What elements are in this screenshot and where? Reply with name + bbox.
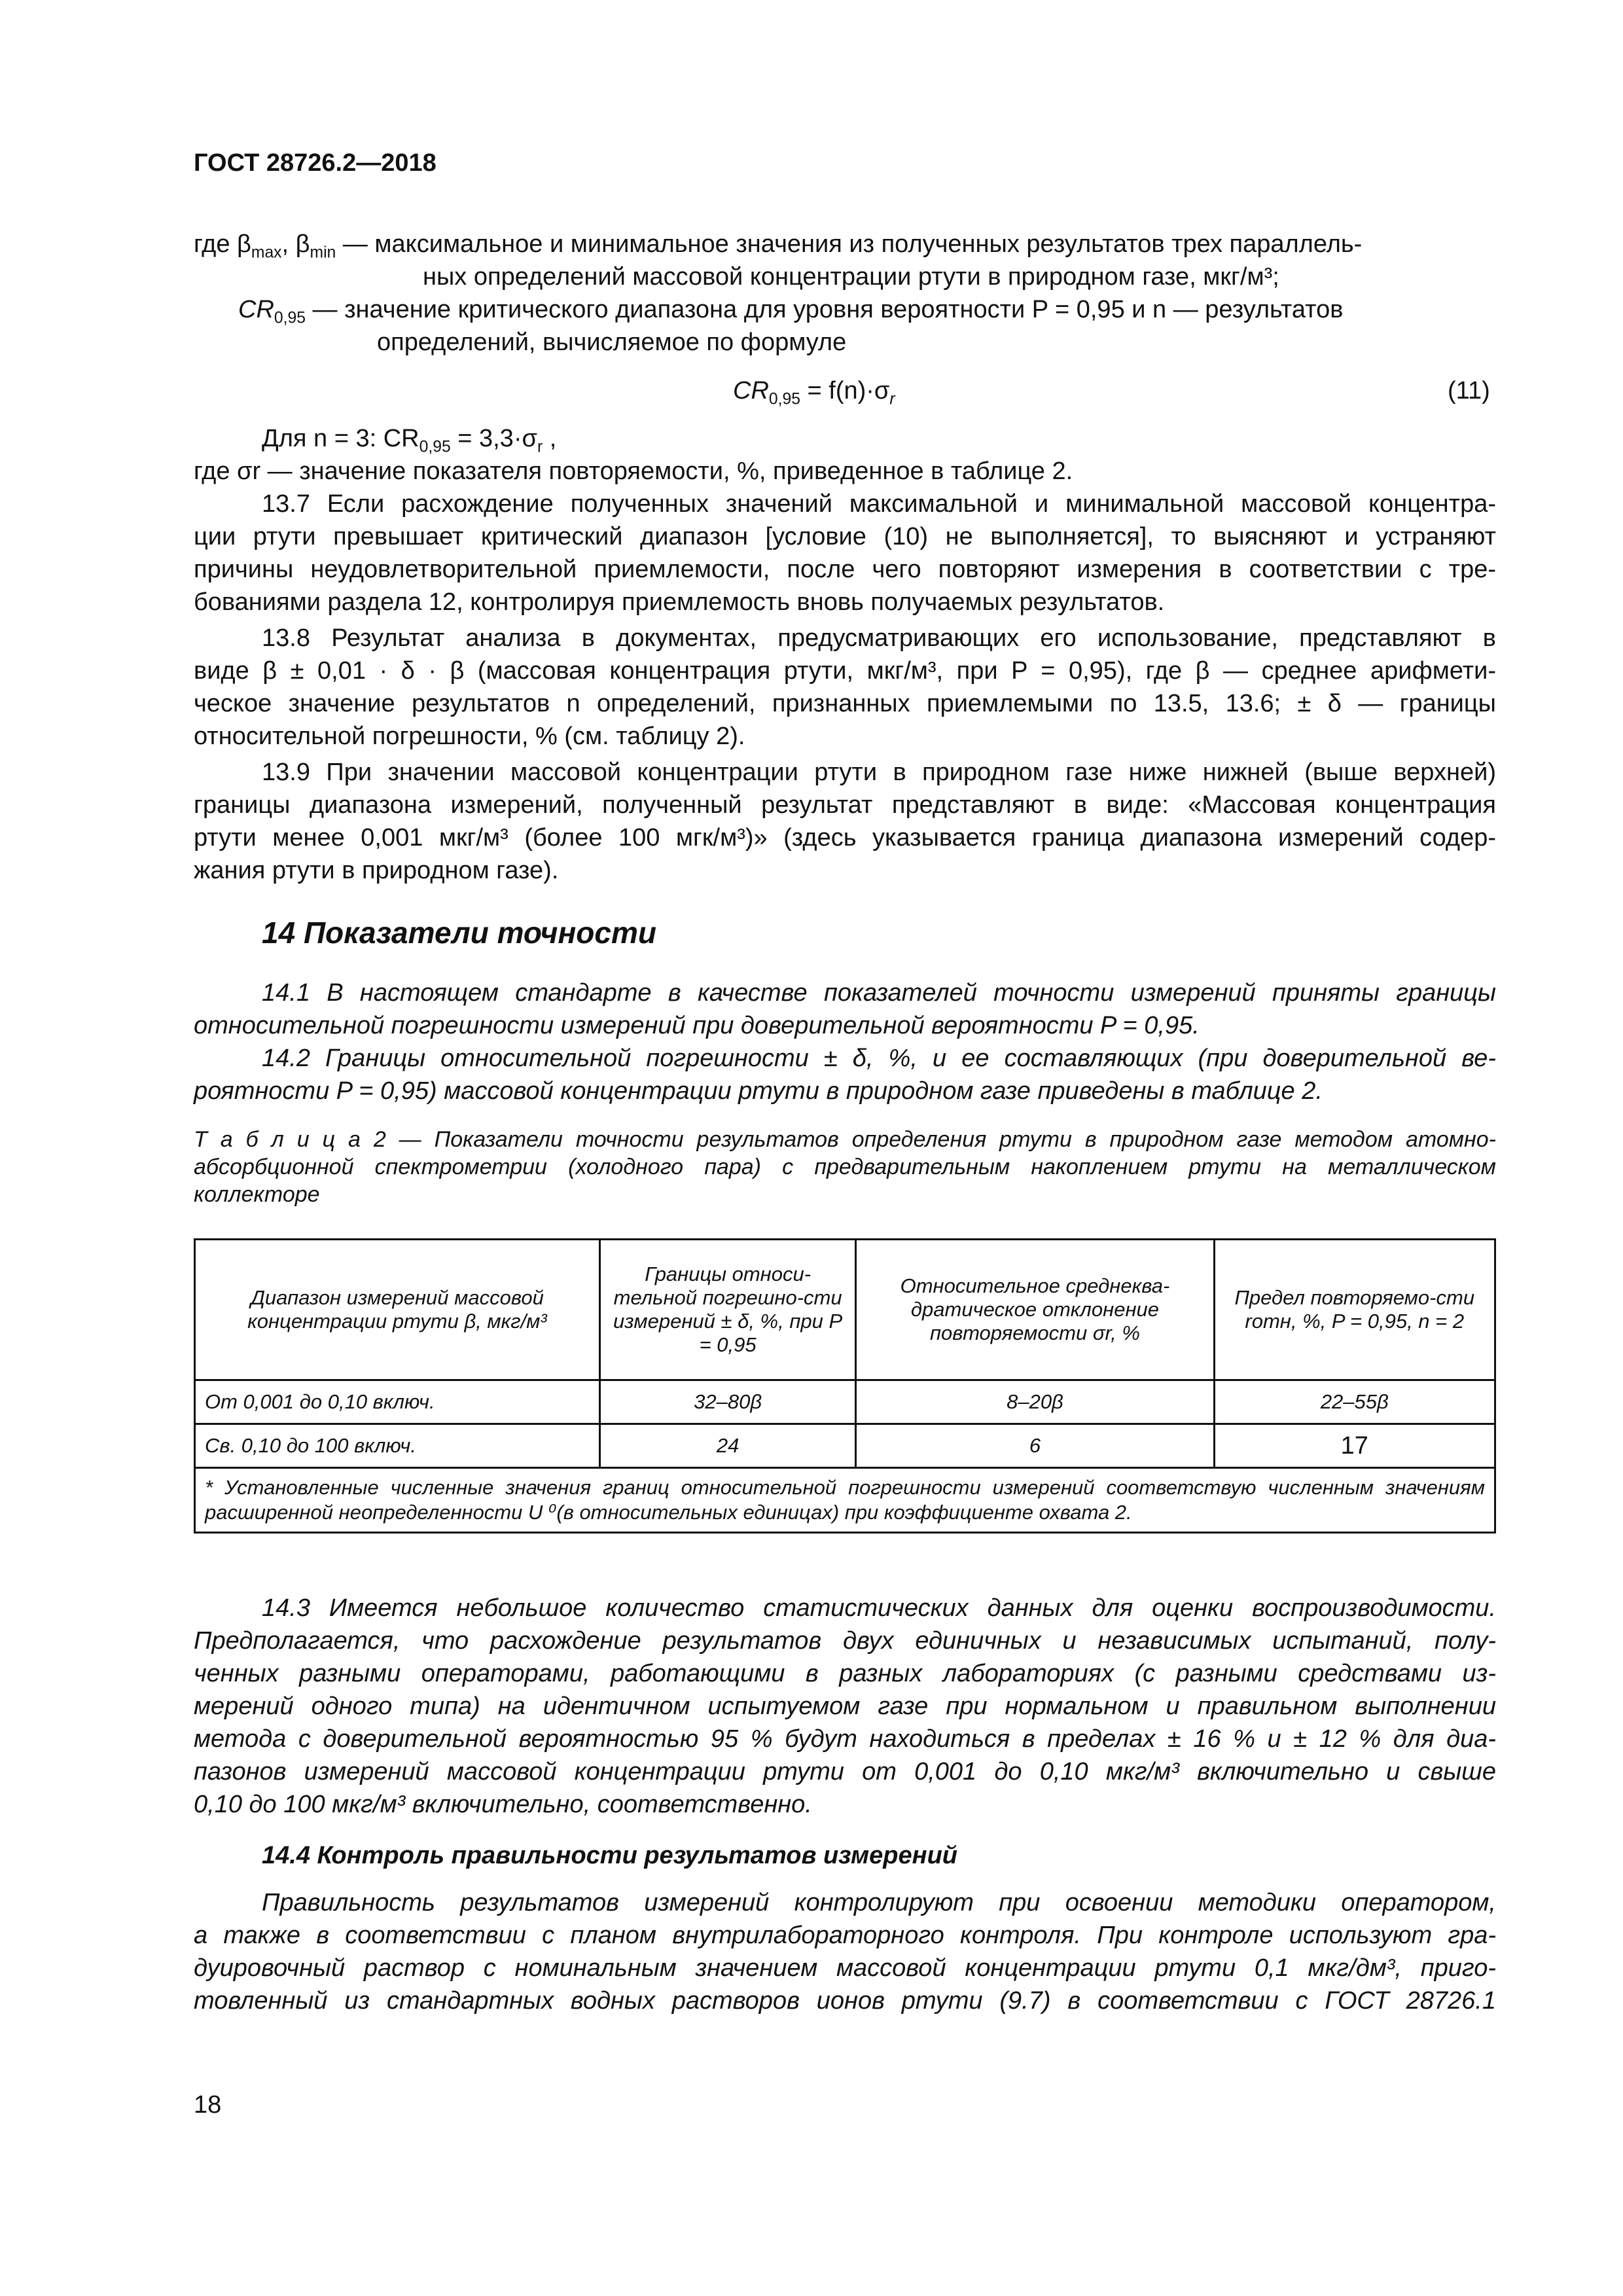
p13-8-line: виде β ± 0,01 · δ · β (массовая концентрация ртути, мкг/м³, при P = 0,95), где β — среднее арифмети- [194,657,1496,685]
table-header-cell: Диапазон измерений массовой концентрации ртути β, мкг/м³ [195,1240,600,1380]
p14-4-line: дуировочный раствор с номинальным значением массовой концентрации ртути 0,1 мкг/дм³, приго- [194,1954,1496,1982]
p13-9-line: 13.9 При значении массовой концентрации ртути в природном газе ниже нижней (выше верхней) [262,759,1496,786]
p14-2-line: 14.2 Границы относительной погрешности ± δ, %, и ее составляющих (при доверительной ве- [262,1045,1496,1072]
p13-7-line: 13.7 Если расхождение полученных значений максимальной и минимальной массовой концентра- [262,490,1496,518]
table-note-row [195,1468,1495,1533]
p13-8-line: относительной погрешности, % (см. таблицу 2). [194,723,745,750]
p14-3-line: метода с доверительной вероятностью 95 % будут находиться в пределах ± 16 % и ± 12 % для диа- [194,1725,1496,1753]
table-cell: 32–80β [599,1380,855,1424]
formula-lhs: CR [733,377,769,404]
table-cell: 6 [856,1424,1214,1468]
p14-3-line: 14.3 Имеется небольшое количество статистических данных для оценки воспроизводимости. [262,1594,1496,1622]
table-header-row [195,1240,1495,1380]
p14-3-line: пазонов измерений массовой концентрации ртути от 0,001 до 0,10 мкг/м³ включительно и свыше [194,1758,1496,1785]
def-beta-line2: ных определений массовой концентрации ртути в природном газе, мкг/м³; [423,263,1279,291]
table-row [195,1424,1495,1468]
formula-number: (11) [1448,377,1490,404]
def-cr-symbol: CR [238,296,274,323]
p13-7-line: бованиями раздела 12, контролируя приемлемость вновь получаемых результатов. [194,588,1165,616]
p13-8-line: 13.8 Результат анализа в документах, предусматривающих его использование, представляют в [262,624,1496,652]
table-header-cell: Относительное среднеква-дратическое отклонение повторяемости σr, % [856,1240,1214,1380]
p14-3-line: ченных разными операторами, работающими в разных лабораториях (с разными средствами из- [194,1660,1496,1687]
formula-lhs-sub: 0,95 [768,390,800,408]
p13-7-line: ции ртути превышает критический диапазон [условие (10) не выполняется], то выясняют и устраняют [194,523,1496,550]
p13-8-line: ческое значение результатов n определений, признанных приемлемыми по 13.5, 13.6; ± δ — границы [194,690,1496,717]
p14-4-line: Правильность результатов измерений контролируют при освоении методики оператором, [262,1889,1496,1916]
table-cell: Св. 0,10 до 100 включ. [195,1424,600,1468]
def-cr-text: значение критического диапазона для уровня вероятности P = 0,95 и n — результатов [344,296,1344,323]
p13-7-line: причины неудовлетворительной приемлемости, после чего повторяют измерения в соответствии с тре- [194,556,1496,583]
p13-9-line: ртути менее 0,001 мкг/м³ (более 100 мгк/м³)» (здесь указывается граница диапазона измерений содер- [194,824,1496,852]
para-n3-sub2: r [537,438,543,456]
def-cr-sub: 0,95 [274,309,306,327]
para-sigma: где σr — значение показателя повторяемости, %, приведенное в таблице 2. [194,457,1073,485]
table-cell: От 0,001 до 0,10 включ. [195,1380,600,1424]
table-header-cell: Границы относи-тельной погрешно-сти измерений ± δ, %, при P = 0,95 [599,1240,855,1380]
para-n3-sub: 0,95 [419,438,451,456]
def-beta-sub-max: max [251,243,282,262]
para-n3 [262,422,556,455]
def-beta-sub-min: min [310,243,336,262]
table-cell: 22–55β [1214,1380,1495,1424]
p13-9-line: границы диапазона измерений, полученный результат представляют в виде: «Массовая концентрация [194,791,1496,819]
p14-1-line: 14.1 В настоящем стандарте в качестве показателей точности измерений приняты границы [262,979,1496,1007]
table-cell: 24 [599,1424,855,1468]
table-caption-line: абсорбционной спектрометрии (холодного пара) с предварительным накоплением ртути на металлическом [194,1155,1496,1179]
table-caption-line: Т а б л и ц а 2 — Показатели точности результатов определения ртути в природном газе методом атомно- [194,1127,1496,1152]
accuracy-table [194,1238,1496,1534]
page-number: 18 [194,2091,222,2119]
p14-2-line: роятности P = 0,95) массовой концентрации ртути в природном газе приведены в таблице 2. [194,1077,1323,1105]
formula-11 [733,374,895,407]
p14-4-line: а также в соответствии с планом внутрилабораторного контроля. При контроле используют гра- [194,1922,1496,1949]
p14-3-line: мерений одного типа) на идентичном испытуемом газе при нормальном и правильном выполнении [194,1693,1496,1720]
def-cr-dash: — [305,296,345,323]
formula-rhs: = f(n)·σ [800,377,890,404]
p14-3-line: Предполагается, что расхождение результатов двух единичных и независимых испытаний, полу- [194,1627,1496,1655]
def-beta-text: максимальное и минимальное значения из полученных результатов трех параллель- [374,230,1363,258]
def-beta-line1 [194,228,1496,260]
def-cr-line1 [238,293,1496,326]
document-header: ГОСТ 28726.2—2018 [194,149,437,177]
def-beta-symbol: где β [194,230,251,258]
formula-rhs-sub: r [889,390,895,408]
table-header-cell: Предел повторяемо-сти rотн, %, P = 0,95, n = 2 [1214,1240,1495,1380]
def-cr-line2: определений, вычисляемое по формуле [377,329,847,356]
p13-9-line: жания ртути в природном газе). [194,857,559,884]
table-footnote: * Установленные численные значения границ относительной погрешности измерений соответствую численным значениям расширенной неопределенности U ⁰(в относительных единицах) при коэффициенте охвата 2. [195,1468,1495,1533]
subsection-14-4-title: 14.4 Контроль правильности результатов измерений [262,1842,958,1869]
def-beta-dash: — [336,230,375,258]
p14-4-line: товленный из стандартных водных растворов ионов ртути (9.7) в соответствии с ГОСТ 28726.1 [194,1987,1496,2015]
section-14-title: 14 Показатели точности [262,916,656,950]
table-cell: 8–20β [856,1380,1214,1424]
para-n3-rest: = 3,3·σ [450,425,537,452]
para-n3-text: Для n = 3: CR [262,425,419,452]
def-beta-mid: , β [281,230,310,258]
table-row [195,1380,1495,1424]
table-caption-line: коллекторе [194,1182,320,1207]
table-cell: 17 [1214,1424,1495,1468]
p14-3-line: 0,10 до 100 мкг/м³ включительно, соответственно. [194,1791,812,1818]
p14-1-line: относительной погрешности измерений при доверительной вероятности P = 0,95. [194,1012,1200,1039]
para-n3-end: , [543,425,557,452]
